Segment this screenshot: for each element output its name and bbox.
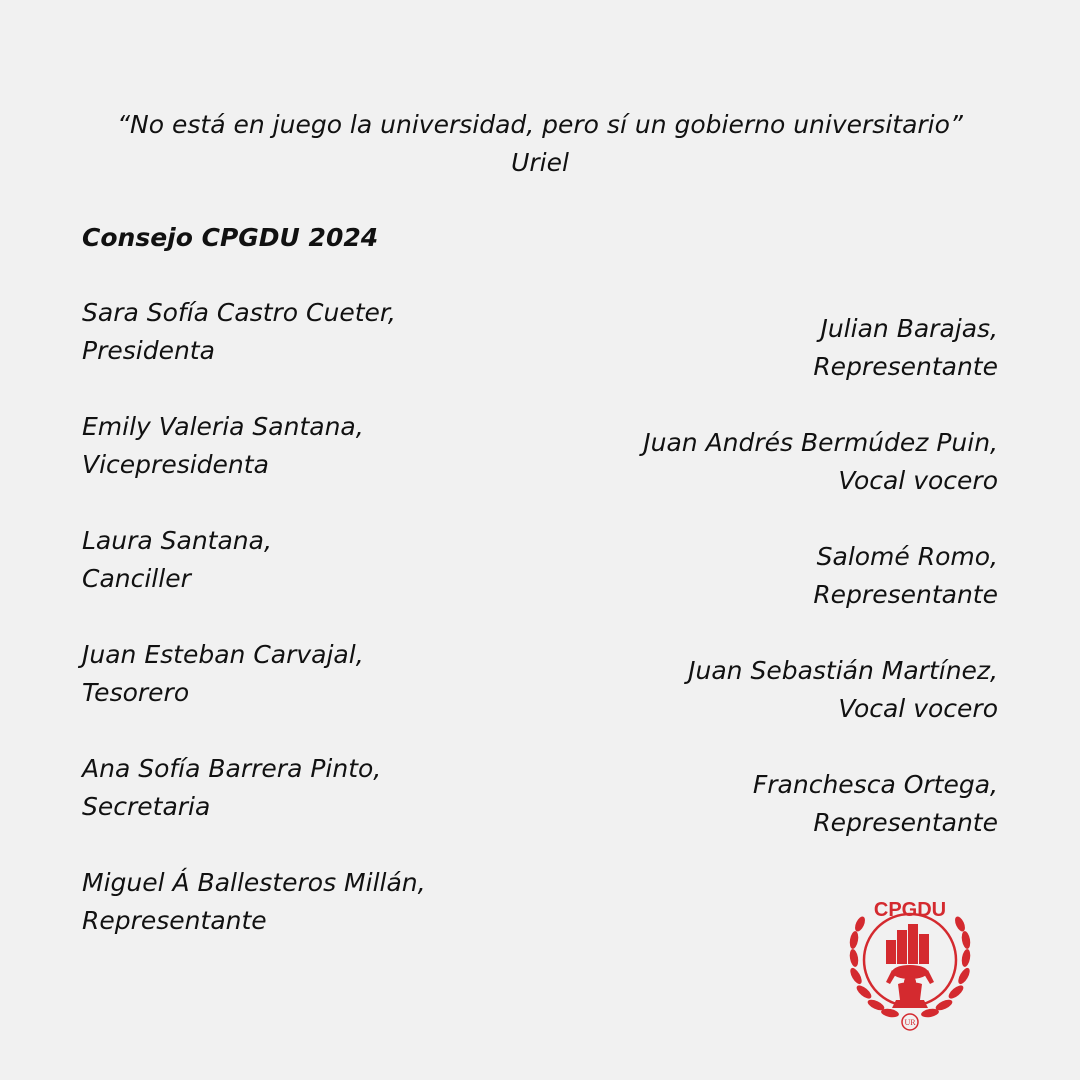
member-role: Secretaria <box>82 792 211 821</box>
member-role: Tesorero <box>82 678 190 707</box>
quote-block <box>0 106 1080 182</box>
member-right-1 <box>813 310 998 386</box>
member-name: Sara Sofía Castro Cueter, <box>82 298 396 327</box>
member-left-3 <box>82 522 272 598</box>
member-role: Vocal vocero <box>838 694 998 723</box>
member-name: Juan Andrés Bermúdez Puin, <box>643 428 998 457</box>
quote-author: Uriel <box>511 148 569 177</box>
member-right-4 <box>688 652 998 728</box>
cpgdu-emblem-icon <box>840 888 980 1033</box>
member-role: Canciller <box>82 564 191 593</box>
member-role: Representante <box>813 808 998 837</box>
member-role: Representante <box>82 906 267 935</box>
member-left-6 <box>82 864 426 940</box>
logo-badge-text: UR <box>904 1018 916 1027</box>
member-role: Representante <box>813 580 998 609</box>
member-right-5 <box>753 766 998 842</box>
member-right-2 <box>643 424 998 500</box>
member-role: Presidenta <box>82 336 215 365</box>
logo-text: CPGDU <box>873 899 947 921</box>
member-right-3 <box>813 538 998 614</box>
member-name: Franchesca Ortega, <box>752 770 998 799</box>
member-role: Vicepresidenta <box>82 450 269 479</box>
member-name: Juan Esteban Carvajal, <box>82 640 364 669</box>
member-left-4 <box>82 636 364 712</box>
member-name: Salomé Romo, <box>816 542 998 571</box>
member-name: Ana Sofía Barrera Pinto, <box>82 754 382 783</box>
member-left-5 <box>82 750 381 826</box>
quote-text: “No está en juego la universidad, pero sí un gobierno universitario” <box>117 110 963 139</box>
council-title: Consejo CPGDU 2024 <box>82 223 379 252</box>
member-name: Juan Sebastián Martínez, <box>688 656 998 685</box>
member-name: Miguel Á Ballesteros Millán, <box>82 868 426 897</box>
member-name: Emily Valeria Santana, <box>82 412 364 441</box>
member-left-2 <box>82 408 364 484</box>
member-role: Vocal vocero <box>838 466 998 495</box>
member-left-1 <box>82 294 396 370</box>
cpgdu-logo <box>840 888 980 1033</box>
member-role: Representante <box>813 352 998 381</box>
member-name: Julian Barajas, <box>820 314 998 343</box>
member-name: Laura Santana, <box>82 526 272 555</box>
